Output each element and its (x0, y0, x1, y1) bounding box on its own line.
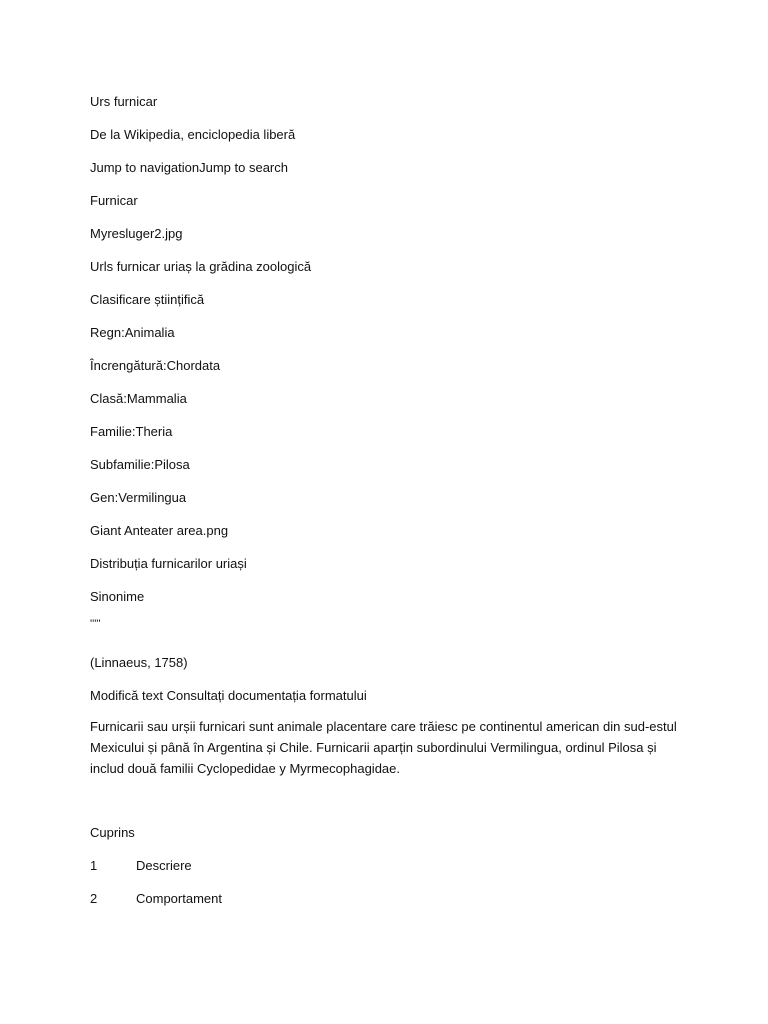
toc-heading: Cuprins (90, 825, 135, 840)
range-map-filename: Giant Anteater area.png (90, 523, 229, 538)
taxonomy-value: Theria (135, 424, 173, 439)
taxonomy-value: Vermilingua (118, 490, 187, 505)
synonyms-heading: Sinonime (90, 589, 145, 604)
intro-line-1: Furnicarii sau urșii furnicari sunt animale placentare care trăiesc pe continentul american din sud-estul (90, 719, 677, 734)
range-map-caption: Distribuția furnicarilor uriași (90, 556, 247, 571)
jump-links: Jump to navigationJump to search (90, 160, 288, 175)
page-title: Urs furnicar (90, 94, 158, 109)
image-filename: Myresluger2.jpg (90, 226, 183, 241)
toc-item (90, 891, 222, 907)
synonyms-quotes: ''''' (90, 618, 101, 630)
taxonomy-value: Pilosa (154, 457, 190, 472)
intro-line-2: Mexicului și până în Argentina și Chile. Furnicarii aparțin subordinului Vermilingua, ordinul Pilosa și (90, 740, 657, 755)
taxonomy-row-subfamilie (90, 457, 190, 473)
image-caption: Urls furnicar uriaș la grădina zoologică (90, 259, 312, 274)
taxonomy-row-familie (90, 424, 172, 440)
page-subtitle: De la Wikipedia, enciclopedia liberă (90, 127, 296, 142)
taxonomy-value: Mammalia (126, 391, 187, 406)
taxonomy-label: Regn: (90, 325, 125, 340)
taxonomy-label: Gen: (90, 490, 119, 505)
taxonomy-row-regn (90, 325, 175, 341)
taxonomy-value: Chordata (166, 358, 221, 373)
taxonomy-row-clasa (90, 391, 187, 407)
classification-heading: Clasificare științifică (90, 292, 205, 307)
taxonomy-label: Clasă: (90, 391, 127, 406)
authority-text: (Linnaeus, 1758) (90, 655, 188, 670)
taxonomy-value: Animalia (124, 325, 175, 340)
taxonomy-row-increngatura (90, 358, 220, 374)
toc-label: Comportament (136, 891, 222, 906)
taxonomy-label: Familie: (90, 424, 136, 439)
intro-line-3: includ două familii Cyclopedidae y Myrmecophagidae. (90, 761, 401, 776)
taxonomy-row-gen (90, 490, 186, 506)
toc-label: Descriere (136, 858, 192, 873)
toc-item (90, 858, 192, 874)
edit-links: Modifică text Consultați documentația formatului (90, 688, 367, 703)
taxonomy-label: Subfamilie: (90, 457, 155, 472)
toc-number: 2 (90, 891, 98, 906)
taxonomy-label: Încrengătură: (90, 358, 167, 373)
infobox-title: Furnicar (90, 193, 138, 208)
toc-number: 1 (90, 858, 98, 873)
